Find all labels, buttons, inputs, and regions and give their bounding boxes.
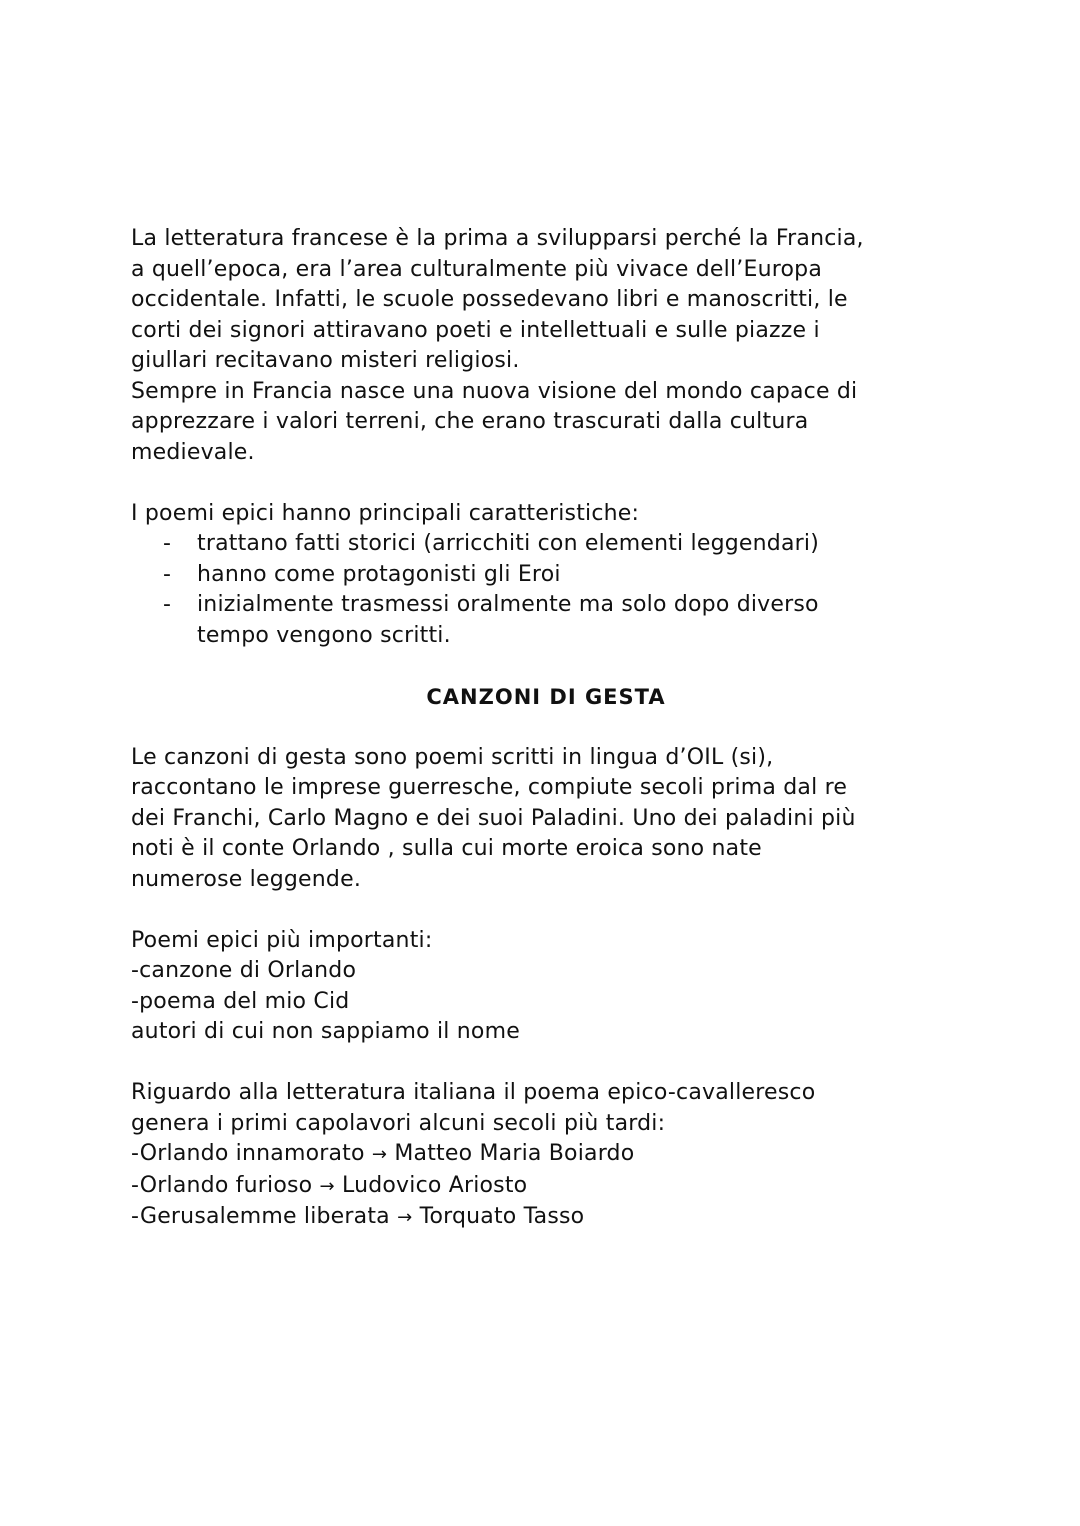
work-title: -Orlando innamorato [131,1141,365,1166]
text-line: La letteratura francese è la prima a svilupparsi perché la Francia, [131,226,864,251]
work-item [131,1171,961,1203]
text-line: giullari recitavano misteri religiosi. [131,348,520,373]
text-line: hanno come protagonisti gli Eroi [197,561,561,587]
list-item [131,590,961,651]
arrow-right-icon: → [397,1207,413,1228]
text-line: raccontano le imprese guerresche, compiute secoli prima dal re [131,775,848,800]
work-title: -Orlando furioso [131,1172,313,1198]
bullet-dash: - [163,592,172,617]
important-poems [131,926,961,1048]
section-heading: CANZONI DI GESTA [426,684,666,709]
spacer [131,468,961,499]
work-author: Ludovico Ariosto [342,1172,528,1198]
arrow-right-icon: → [319,1175,335,1197]
text-line: a quell’epoca, era l’area culturalmente più vivace dell’Europa [131,256,822,282]
arrow-right-icon: → [371,1144,388,1165]
work-title: -Gerusalemme liberata [131,1204,390,1229]
text-line: Le canzoni di gesta sono poemi scritti in lingua d’OIL (si), [131,744,774,770]
list-item: -poema del mio Cid [131,988,350,1014]
intro-paragraph [131,224,961,468]
work-author: Torquato Tasso [419,1204,585,1229]
work-item [131,1139,961,1171]
text-line: corti dei signori attiravano poeti e intellettuali e sulle piazze i [131,317,820,343]
section-paragraph [131,743,961,896]
spacer [131,712,961,743]
spacer [131,1048,961,1079]
text-line: genera i primi capolavori alcuni secoli più tardi: [131,1110,666,1136]
work-item [131,1202,961,1234]
text-line: Poemi epici più importanti: [131,927,433,953]
spacer [131,895,961,926]
document-page [131,224,961,1234]
italian-paragraph [131,1078,961,1234]
text-line: noti è il conte Orlando , sulla cui morte eroica sono nate [131,836,762,861]
list-item: -canzone di Orlando [131,958,357,983]
characteristics-lead [131,499,961,530]
text-line: I poemi epici hanno principali caratteristiche: [131,500,640,526]
text-line: Sempre in Francia nasce una nuova visione del mondo capace di [131,378,858,404]
work-author: Matteo Maria Boiardo [394,1141,635,1166]
text-line: trattano fatti storici (arricchiti con elementi leggendari) [197,531,819,556]
bullet-dash: - [163,531,172,556]
text-line: occidentale. Infatti, le scuole possedevano libri e manoscritti, le [131,287,848,312]
characteristics-list [131,529,961,651]
bullet-dash: - [163,561,172,587]
spacer [131,651,961,682]
text-line: numerose leggende. [131,866,362,892]
text-line: inizialmente trasmessi oralmente ma solo dopo diverso [197,592,819,617]
list-item [131,560,961,591]
text-line: medievale. [131,439,255,465]
text-line: dei Franchi, Carlo Magno e dei suoi Paladini. Uno dei paladini più [131,805,856,831]
list-item [131,529,961,560]
text-line: tempo vengono scritti. [197,622,451,648]
text-line: Riguardo alla letteratura italiana il poema epico-cavalleresco [131,1080,816,1105]
text-line: apprezzare i valori terreni, che erano trascurati dalla cultura [131,409,809,434]
text-line: autori di cui non sappiamo il nome [131,1019,520,1044]
